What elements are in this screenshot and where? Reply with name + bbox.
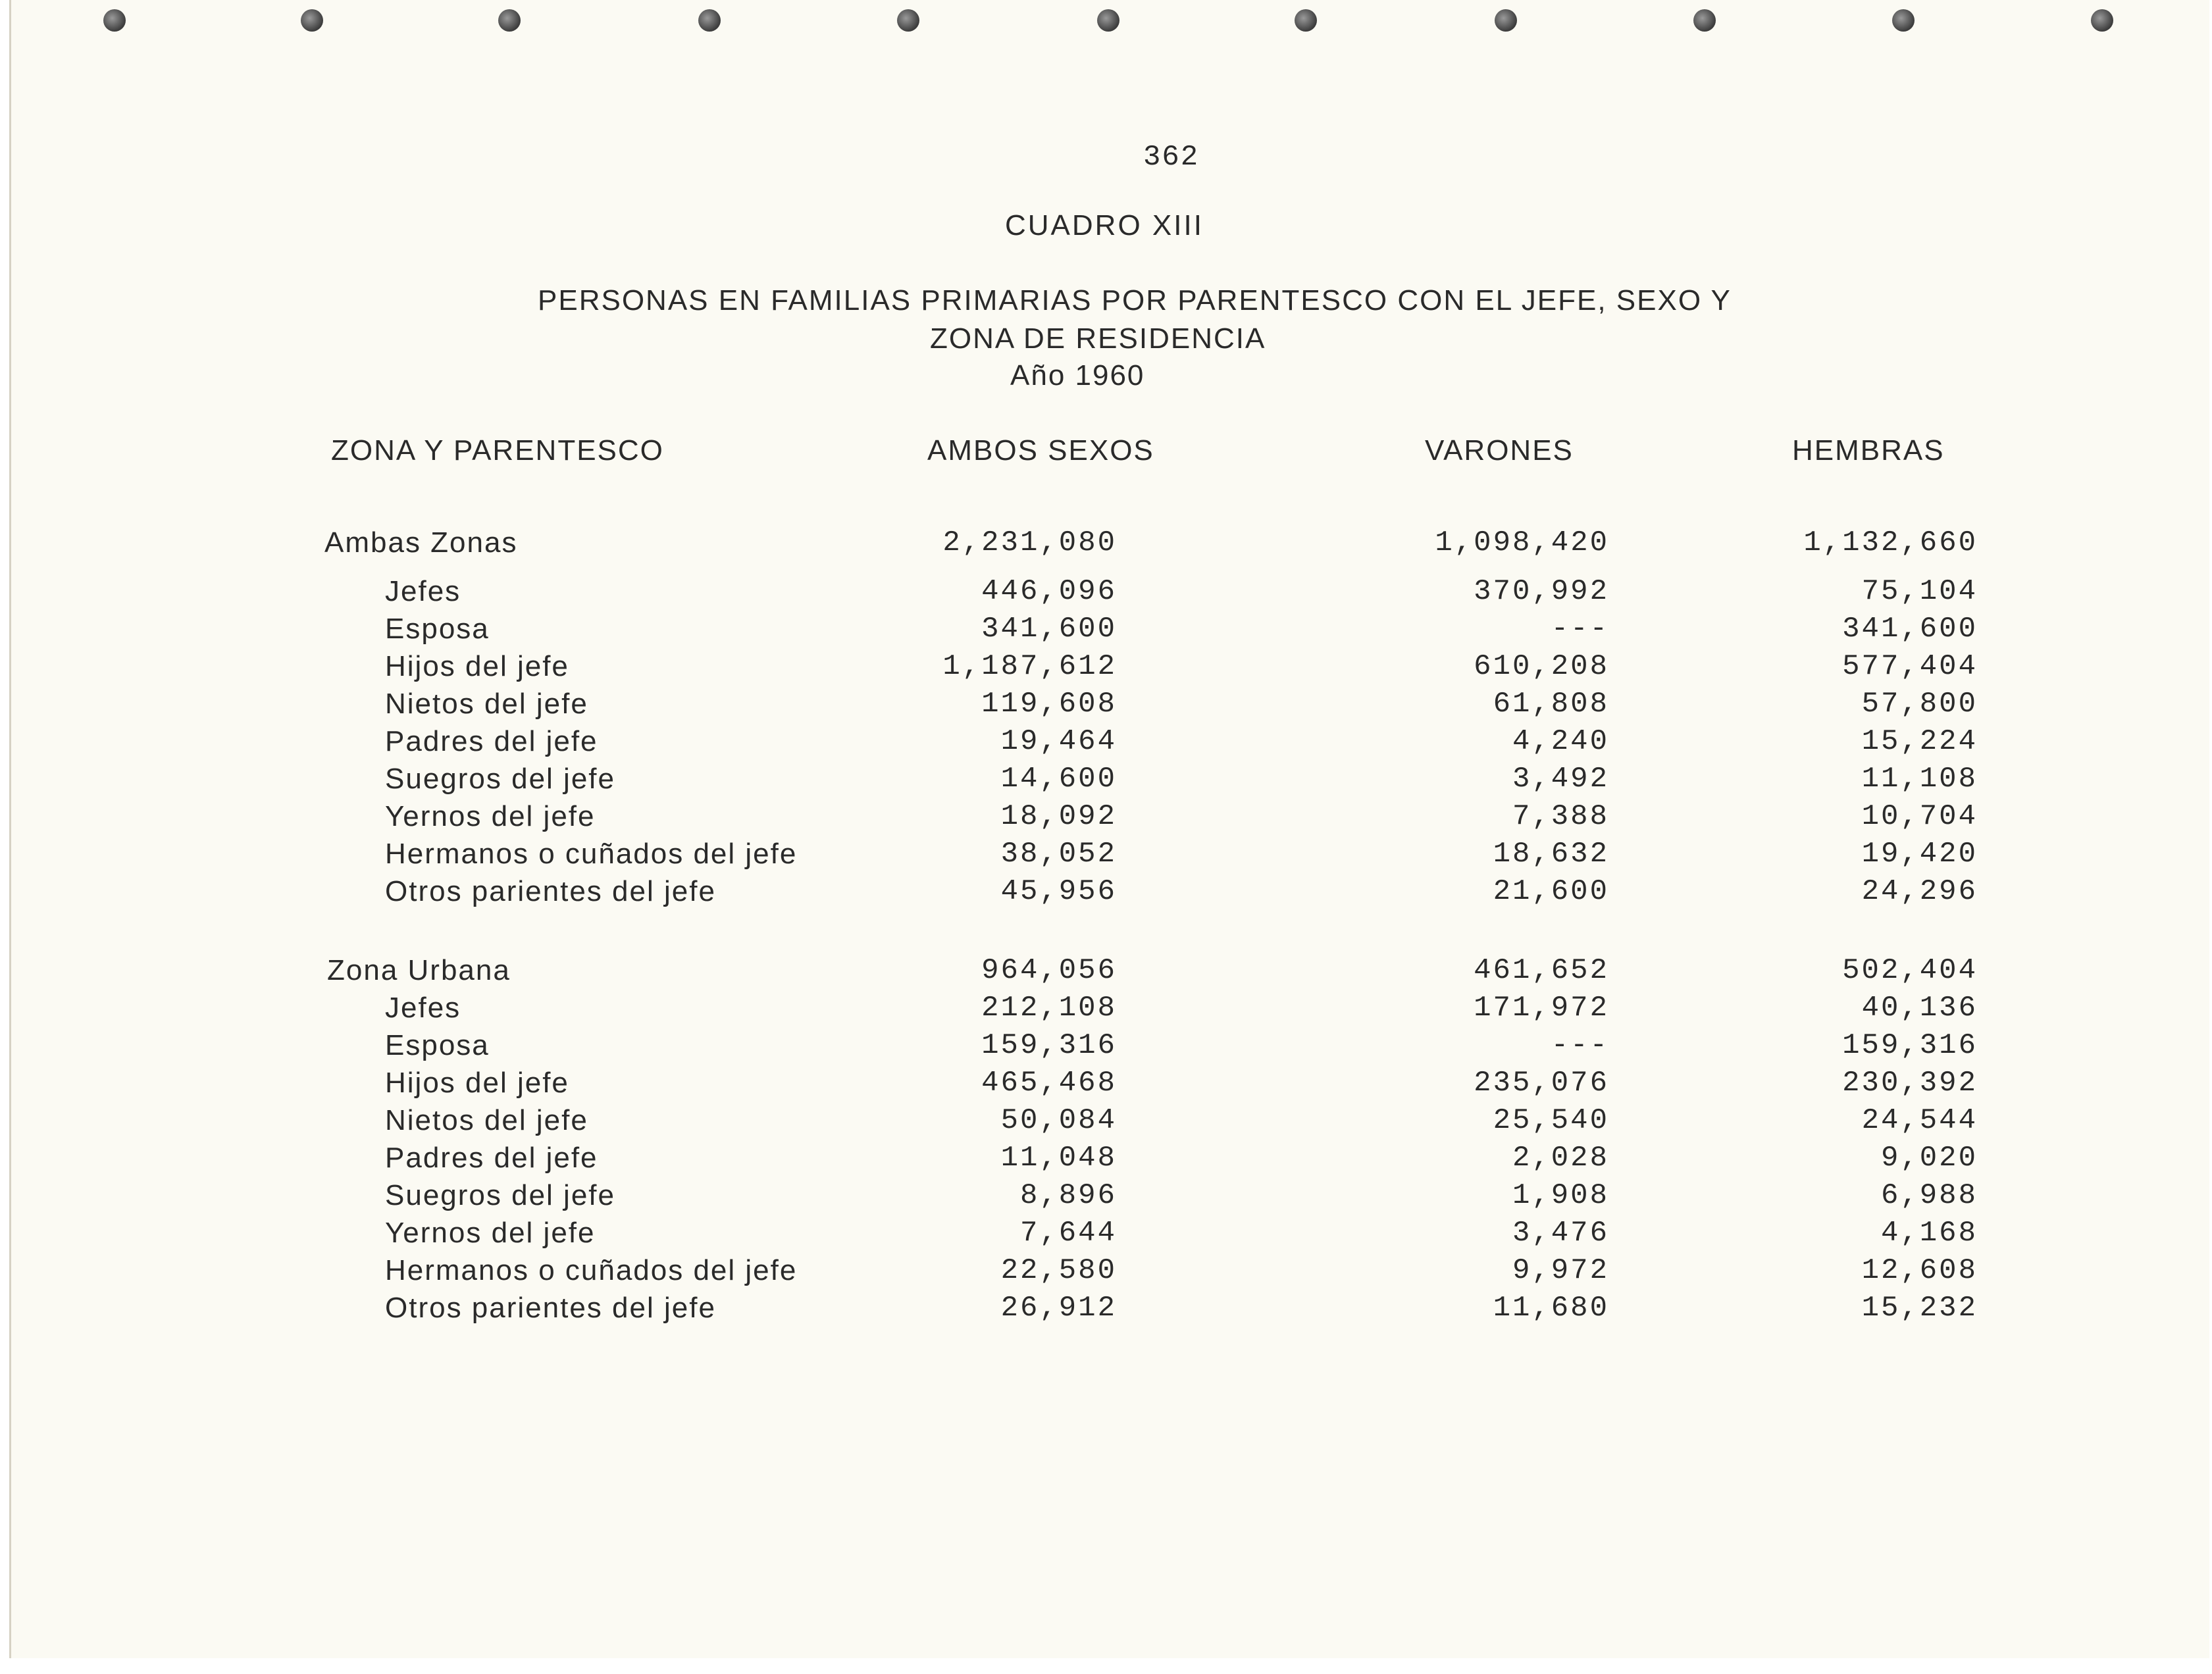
row-label: Hijos del jefe [385,1067,569,1099]
cell-varones: 21,600 [1493,875,1609,908]
punch-hole [897,9,919,32]
table-row [11,838,2209,875]
row-label: Otros parientes del jefe [385,1292,716,1324]
row-label: Padres del jefe [385,1142,598,1174]
table-row [11,650,2209,688]
cell-varones: 11,680 [1493,1292,1609,1325]
punch-holes [11,9,2209,36]
cell-ambos: 465,468 [981,1067,1117,1100]
group-label: Zona Urbana [327,954,511,986]
punch-hole [103,9,126,32]
table-title: CUADRO XIII [1005,209,1204,241]
cell-ambos: 19,464 [1000,725,1117,758]
group-zona-urbana [11,954,2209,1329]
row-label: Esposa [385,613,490,645]
cell-varones: 61,808 [1493,688,1609,721]
cell-varones: --- [1551,1029,1609,1062]
column-header-hembras: HEMBRAS [1792,434,1945,467]
group-total-row [11,954,2209,992]
cell-ambos: 1,187,612 [942,650,1117,683]
cell-hembras: 40,136 [1861,992,1978,1025]
table-subtitle-line1: PERSONAS EN FAMILIAS PRIMARIAS POR PARENTESCO CON EL JEFE, SEXO Y [538,284,1732,317]
cell-hembras: 15,232 [1861,1292,1978,1325]
cell-varones: 235,076 [1474,1067,1609,1100]
cell-ambos: 212,108 [981,992,1117,1025]
cell-ambos: 26,912 [1000,1292,1117,1325]
cell-ambos: 964,056 [981,954,1117,987]
row-label: Yernos del jefe [385,800,596,832]
cell-varones: 18,632 [1493,838,1609,871]
cell-hembras: 9,020 [1880,1142,1978,1175]
table-row [11,688,2209,725]
cell-ambos: 14,600 [1000,763,1117,796]
row-label: Hijos del jefe [385,650,569,682]
cell-varones: 2,028 [1512,1142,1609,1175]
cell-hembras: 19,420 [1861,838,1978,871]
table-row [11,763,2209,800]
row-label: Esposa [385,1029,490,1061]
punch-hole [1295,9,1317,32]
row-label: Nietos del jefe [385,688,588,720]
cell-hembras: 24,296 [1861,875,1978,908]
row-label: Hermanos o cuñados del jefe [385,838,798,870]
cell-ambos: 8,896 [1019,1179,1117,1212]
cell-hembras: 10,704 [1861,800,1978,833]
punch-hole [1693,9,1716,32]
cell-varones: 1,908 [1512,1179,1609,1212]
cell-hembras: 1,132,660 [1803,526,1978,559]
cell-hembras: 24,544 [1861,1104,1978,1137]
table-row [11,1254,2209,1292]
cell-varones: 171,972 [1474,992,1609,1025]
cell-varones: 461,652 [1474,954,1609,987]
cell-ambos: 446,096 [981,575,1117,608]
punch-hole [2091,9,2113,32]
table-row [11,613,2209,650]
cell-varones: 7,388 [1512,800,1609,833]
table-row [11,1029,2209,1067]
column-header-varones: VARONES [1425,434,1574,467]
cell-ambos: 119,608 [981,688,1117,721]
cell-varones: 610,208 [1474,650,1609,683]
cell-hembras: 4,168 [1880,1217,1978,1250]
table-row [11,1067,2209,1104]
table-row [11,725,2209,763]
table-row [11,1179,2209,1217]
cell-varones: 3,492 [1512,763,1609,796]
punch-hole [1097,9,1119,32]
table-year: Año 1960 [1010,359,1145,392]
table-row [11,1292,2209,1329]
cell-hembras: 502,404 [1842,954,1978,987]
row-label: Otros parientes del jefe [385,875,716,907]
punch-hole [1892,9,1915,32]
table-subtitle-line2: ZONA DE RESIDENCIA [930,322,1266,355]
cell-hembras: 230,392 [1842,1067,1978,1100]
table-row [11,875,2209,913]
table-row [11,1217,2209,1254]
group-label: Ambas Zonas [324,526,518,559]
punch-hole [301,9,323,32]
cell-ambos: 159,316 [981,1029,1117,1062]
cell-hembras: 577,404 [1842,650,1978,683]
cell-varones: 9,972 [1512,1254,1609,1287]
cell-hembras: 57,800 [1861,688,1978,721]
table-row [11,1104,2209,1142]
cell-hembras: 75,104 [1861,575,1978,608]
column-header-zona: ZONA Y PARENTESCO [331,434,664,467]
row-label: Nietos del jefe [385,1104,588,1136]
cell-ambos: 2,231,080 [942,526,1117,559]
punch-hole [1495,9,1517,32]
cell-varones: 3,476 [1512,1217,1609,1250]
table-row [11,575,2209,613]
document-page [9,0,2209,1658]
column-header-ambos-sexos: AMBOS SEXOS [927,434,1154,467]
row-label: Jefes [385,992,461,1024]
table-row [11,992,2209,1029]
cell-hembras: 12,608 [1861,1254,1978,1287]
row-label: Jefes [385,575,461,607]
cell-ambos: 11,048 [1000,1142,1117,1175]
cell-ambos: 22,580 [1000,1254,1117,1287]
row-label: Padres del jefe [385,725,598,757]
cell-varones: 4,240 [1512,725,1609,758]
cell-hembras: 341,600 [1842,613,1978,646]
cell-varones: 370,992 [1474,575,1609,608]
cell-hembras: 6,988 [1880,1179,1978,1212]
row-label: Yernos del jefe [385,1217,596,1249]
group-total-row [11,526,2209,575]
cell-ambos: 341,600 [981,613,1117,646]
cell-ambos: 38,052 [1000,838,1117,871]
cell-varones: --- [1551,613,1609,646]
cell-ambos: 18,092 [1000,800,1117,833]
cell-ambos: 7,644 [1019,1217,1117,1250]
cell-ambos: 45,956 [1000,875,1117,908]
cell-ambos: 50,084 [1000,1104,1117,1137]
cell-varones: 25,540 [1493,1104,1609,1137]
cell-hembras: 159,316 [1842,1029,1978,1062]
row-label: Hermanos o cuñados del jefe [385,1254,798,1286]
group-ambas-zonas [11,526,2209,913]
cell-varones: 1,098,420 [1435,526,1609,559]
punch-hole [698,9,721,32]
punch-hole [498,9,521,32]
table-row [11,800,2209,838]
row-label: Suegros del jefe [385,763,615,795]
cell-hembras: 11,108 [1861,763,1978,796]
row-label: Suegros del jefe [385,1179,615,1211]
table-row [11,1142,2209,1179]
cell-hembras: 15,224 [1861,725,1978,758]
page-number: 362 [1143,141,1200,174]
